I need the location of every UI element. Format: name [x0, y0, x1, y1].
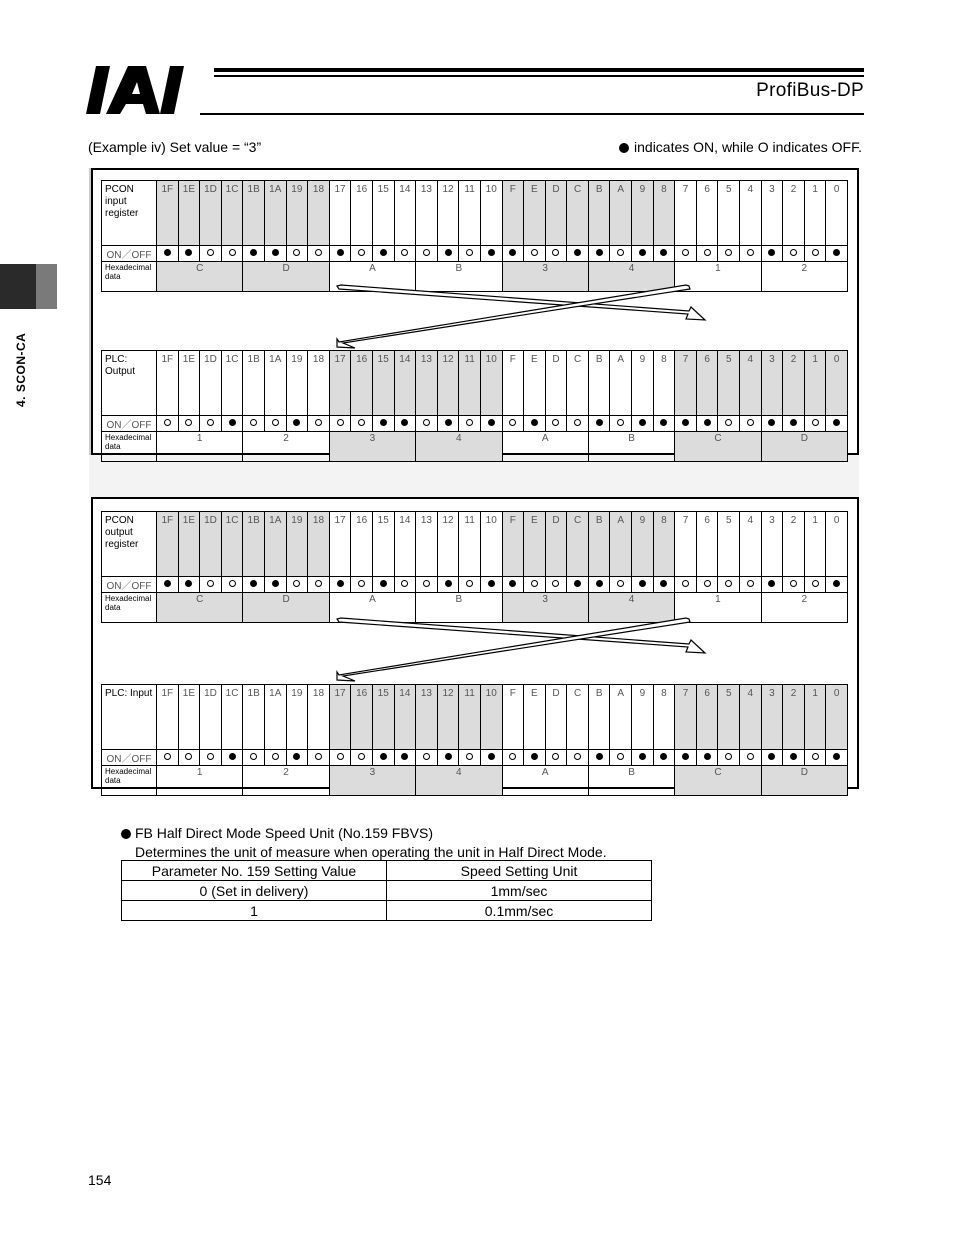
bit-number: 2 — [783, 181, 805, 246]
hex-digit: 3 — [329, 766, 415, 796]
bit-number: 9 — [632, 685, 654, 750]
bit-number: 0 — [826, 685, 848, 750]
bit-number: 19 — [286, 685, 308, 750]
hex-label: Hexadecimal data — [102, 432, 157, 462]
bit-number: 5 — [718, 351, 740, 416]
bit-number: 1F — [157, 512, 179, 577]
hex-digit: C — [157, 262, 243, 292]
bit-number: 19 — [286, 181, 308, 246]
bit-number: 9 — [632, 181, 654, 246]
hex-digit: A — [502, 766, 588, 796]
bit-number: 4 — [740, 685, 762, 750]
hex-digit: A — [329, 593, 415, 623]
on-off-label: ON／OFF — [102, 416, 157, 432]
fb-section — [121, 824, 607, 862]
bit-number: 1F — [157, 181, 179, 246]
bit-number: 8 — [653, 351, 675, 416]
bit-number: 1A — [264, 512, 286, 577]
bit-number: 1C — [221, 512, 243, 577]
bit-number: 15 — [372, 181, 394, 246]
bit-number: 1A — [264, 685, 286, 750]
table-row — [122, 901, 652, 921]
side-tab-block — [0, 264, 36, 309]
bit-number: C — [567, 512, 589, 577]
hex-digit: D — [761, 766, 847, 796]
bit-number: 5 — [718, 685, 740, 750]
on-off-label: ON／OFF — [102, 246, 157, 262]
bit-number: 4 — [740, 512, 762, 577]
bit-number: 10 — [480, 512, 502, 577]
hex-digit: B — [588, 432, 674, 462]
bit-number: 1 — [804, 351, 826, 416]
bit-number: 1C — [221, 351, 243, 416]
bit-number: A — [610, 685, 632, 750]
arrow-left-icon — [337, 618, 690, 681]
table-cell: 1 — [122, 901, 387, 921]
bit-number: C — [567, 351, 589, 416]
page-number: 154 — [88, 1172, 112, 1188]
bit-number: 13 — [416, 685, 438, 750]
bit-number: A — [610, 512, 632, 577]
bit-number: 6 — [696, 685, 718, 750]
hex-digit: C — [675, 766, 761, 796]
bit-number: 8 — [653, 512, 675, 577]
bit-number: D — [545, 181, 567, 246]
bit-number: 1C — [221, 181, 243, 246]
bit-number: F — [502, 512, 524, 577]
bit-number: 13 — [416, 512, 438, 577]
bit-number: 16 — [351, 512, 373, 577]
product-name: ProfiBus-DP — [756, 80, 864, 101]
bit-number: 1A — [264, 351, 286, 416]
hex-digit: 2 — [243, 432, 329, 462]
bit-number: 1 — [804, 181, 826, 246]
hex-digit: 3 — [502, 262, 588, 292]
bit-number: D — [545, 351, 567, 416]
bit-number: 17 — [329, 181, 351, 246]
table-header: Parameter No. 159 Setting Value — [122, 861, 387, 881]
bit-number: 3 — [761, 685, 783, 750]
hex-digit: D — [243, 593, 329, 623]
on-dot-icon — [619, 143, 629, 153]
bit-number: 6 — [696, 512, 718, 577]
bit-number: A — [610, 181, 632, 246]
bit-number: F — [502, 181, 524, 246]
hex-digit: 1 — [157, 432, 243, 462]
register-label: PLC: Output — [102, 351, 157, 416]
bit-number: A — [610, 351, 632, 416]
bit-number: 1B — [243, 512, 265, 577]
bit-number: 3 — [761, 181, 783, 246]
bit-number: 9 — [632, 351, 654, 416]
hex-digit: 2 — [761, 262, 847, 292]
chapter-label: 4. SCON-CA — [14, 332, 28, 408]
bit-number: 14 — [394, 685, 416, 750]
bit-number: 1D — [200, 512, 222, 577]
bit-number: 14 — [394, 512, 416, 577]
table-row — [122, 881, 652, 901]
register-label: PCON input register — [102, 181, 157, 246]
bit-number: C — [567, 685, 589, 750]
hex-label: Hexadecimal data — [102, 262, 157, 292]
bit-number: B — [588, 512, 610, 577]
legend-text: indicates ON, while O indicates OFF. — [634, 139, 862, 155]
hex-digit: 4 — [416, 766, 502, 796]
bit-number: 8 — [653, 181, 675, 246]
hex-digit: 4 — [588, 593, 674, 623]
bullet-icon — [121, 829, 131, 839]
bit-number: E — [524, 181, 546, 246]
table-cell: 1mm/sec — [387, 881, 652, 901]
hex-digit: C — [157, 593, 243, 623]
bit-number: 14 — [394, 351, 416, 416]
bit-number: 6 — [696, 181, 718, 246]
bit-number: 18 — [308, 181, 330, 246]
bit-number: D — [545, 685, 567, 750]
cross-arrows — [93, 170, 857, 470]
bit-number: 10 — [480, 351, 502, 416]
side-tab-block-gray — [36, 264, 57, 309]
register-mapping-diagram-1 — [91, 168, 859, 455]
bit-number: 1D — [200, 181, 222, 246]
hex-digit: B — [588, 766, 674, 796]
bit-number: 0 — [826, 512, 848, 577]
bit-number: 12 — [437, 685, 459, 750]
bit-number: 7 — [675, 685, 697, 750]
bit-number: 1F — [157, 351, 179, 416]
bit-number: 15 — [372, 512, 394, 577]
bit-number: 16 — [351, 685, 373, 750]
hex-digit: 1 — [675, 593, 761, 623]
hex-digit: A — [329, 262, 415, 292]
example-caption: (Example iv) Set value = “3” — [88, 139, 262, 155]
bit-number: 1B — [243, 181, 265, 246]
bit-number: 19 — [286, 351, 308, 416]
hex-digit: 4 — [416, 432, 502, 462]
bit-number: 1F — [157, 685, 179, 750]
bit-number: 2 — [783, 685, 805, 750]
bit-number: 1D — [200, 351, 222, 416]
hex-digit: 1 — [675, 262, 761, 292]
bit-number: 12 — [437, 351, 459, 416]
bit-number: 1A — [264, 181, 286, 246]
bit-number: 0 — [826, 351, 848, 416]
bit-number: 4 — [740, 181, 762, 246]
arrow-left-icon — [337, 285, 690, 348]
bit-number: 8 — [653, 685, 675, 750]
bit-number: 10 — [480, 685, 502, 750]
iai-logo — [86, 66, 210, 119]
hex-digit: D — [761, 432, 847, 462]
bit-number: B — [588, 351, 610, 416]
on-off-label: ON／OFF — [102, 577, 157, 593]
bit-number: 1E — [178, 351, 200, 416]
bit-number: 12 — [437, 512, 459, 577]
hex-digit: 2 — [243, 766, 329, 796]
bit-number: 0 — [826, 181, 848, 246]
hex-digit: 2 — [761, 593, 847, 623]
bit-number: E — [524, 512, 546, 577]
bit-number: 18 — [308, 351, 330, 416]
bit-number: 15 — [372, 351, 394, 416]
cross-arrows — [93, 499, 857, 799]
bit-number: 1C — [221, 685, 243, 750]
table-header-row — [122, 861, 652, 881]
bit-number: 13 — [416, 181, 438, 246]
bit-number: 4 — [740, 351, 762, 416]
bit-number: D — [545, 512, 567, 577]
bit-number: 3 — [761, 512, 783, 577]
bit-number: 2 — [783, 512, 805, 577]
bit-number: B — [588, 685, 610, 750]
register-label: PLC: Input — [102, 685, 157, 750]
legend — [619, 139, 862, 155]
bit-number: 7 — [675, 181, 697, 246]
bit-number: E — [524, 685, 546, 750]
hex-digit: 1 — [157, 766, 243, 796]
bit-number: 9 — [632, 512, 654, 577]
bit-number: 11 — [459, 351, 481, 416]
fb-title: FB Half Direct Mode Speed Unit (No.159 FBVS) — [135, 825, 434, 841]
bit-number: 7 — [675, 351, 697, 416]
bit-number: 2 — [783, 351, 805, 416]
bit-number: 5 — [718, 181, 740, 246]
register-label: PCON output register — [102, 512, 157, 577]
on-off-label: ON／OFF — [102, 750, 157, 766]
bit-number: 17 — [329, 512, 351, 577]
register-mapping-diagram-2 — [91, 497, 859, 789]
bit-number: 12 — [437, 181, 459, 246]
bit-number: 18 — [308, 512, 330, 577]
bit-number: 11 — [459, 512, 481, 577]
bit-number: 5 — [718, 512, 740, 577]
bit-number: 11 — [459, 685, 481, 750]
hex-digit: 4 — [588, 262, 674, 292]
hex-digit: 3 — [502, 593, 588, 623]
bit-number: 1B — [243, 351, 265, 416]
bit-number: E — [524, 351, 546, 416]
table-cell: 0 (Set in delivery) — [122, 881, 387, 901]
hex-digit: B — [416, 262, 502, 292]
speed-unit-table — [121, 860, 652, 921]
bit-number: 6 — [696, 351, 718, 416]
bit-number: 18 — [308, 685, 330, 750]
bit-number: 1E — [178, 512, 200, 577]
hex-digit: C — [675, 432, 761, 462]
bit-number: 1B — [243, 685, 265, 750]
bit-number: 1 — [804, 512, 826, 577]
bit-number: C — [567, 181, 589, 246]
bit-number: 1E — [178, 181, 200, 246]
hex-digit: A — [502, 432, 588, 462]
bit-number: 16 — [351, 181, 373, 246]
bit-number: 15 — [372, 685, 394, 750]
hex-digit: D — [243, 262, 329, 292]
hex-label: Hexadecimal data — [102, 593, 157, 623]
bit-number: 13 — [416, 351, 438, 416]
bit-number: 10 — [480, 181, 502, 246]
bit-number: B — [588, 181, 610, 246]
bit-number: 19 — [286, 512, 308, 577]
hex-digit: 3 — [329, 432, 415, 462]
bit-number: 7 — [675, 512, 697, 577]
hex-label: Hexadecimal data — [102, 766, 157, 796]
bit-number: 17 — [329, 351, 351, 416]
header-rule — [214, 68, 864, 77]
bit-number: 1E — [178, 685, 200, 750]
bit-number: 17 — [329, 685, 351, 750]
bit-number: 16 — [351, 351, 373, 416]
bit-number: F — [502, 351, 524, 416]
bit-number: F — [502, 685, 524, 750]
bit-number: 3 — [761, 351, 783, 416]
bit-number: 1 — [804, 685, 826, 750]
hex-digit: B — [416, 593, 502, 623]
table-cell: 0.1mm/sec — [387, 901, 652, 921]
bit-number: 14 — [394, 181, 416, 246]
bit-number: 1D — [200, 685, 222, 750]
table-header: Speed Setting Unit — [387, 861, 652, 881]
bit-number: 11 — [459, 181, 481, 246]
fb-description: Determines the unit of measure when operating the unit in Half Direct Mode. — [135, 844, 607, 860]
